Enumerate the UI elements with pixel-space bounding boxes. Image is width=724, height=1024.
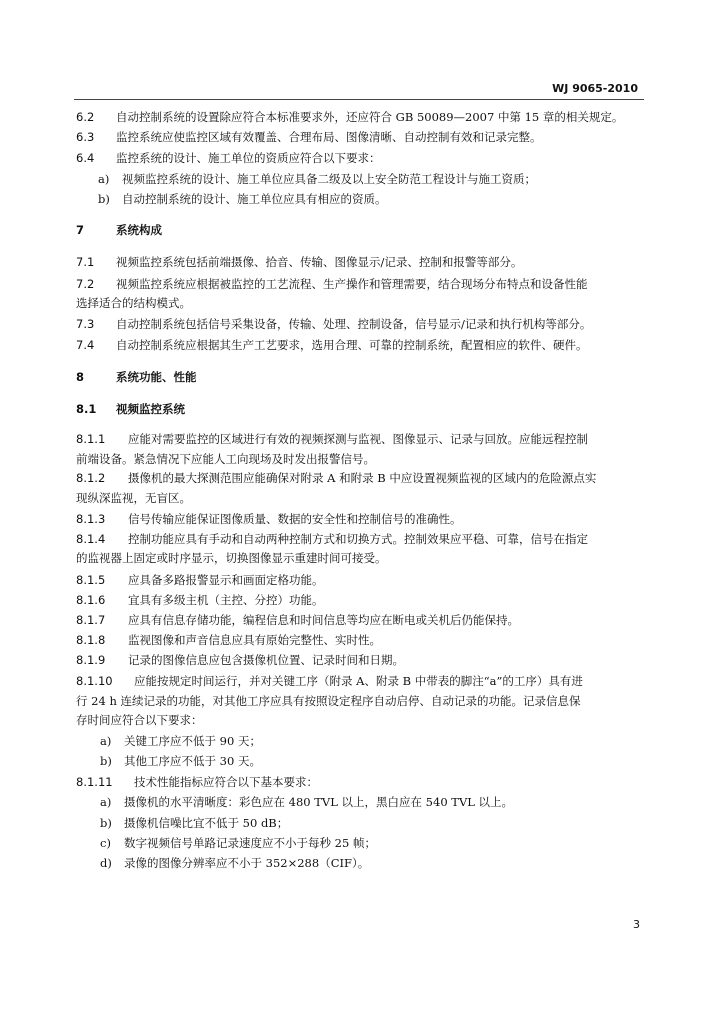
clause-8-1-1-continued: 前端设备。紧急情况下应能人工向现场及时发出报警信号。 — [76, 452, 375, 466]
list-item-text: 数字视频信号单路记录速度应不小于每秒 25 帧； — [124, 836, 376, 850]
list-item-label: d) — [100, 856, 112, 870]
clause-text: 技术性能指标应符合以下基本要求： — [134, 775, 318, 789]
clause-8-1-9 — [76, 654, 404, 668]
clause-8-1-2 — [76, 472, 596, 486]
page-number: 3 — [633, 918, 640, 931]
clause-number: 8.1.9 — [76, 653, 106, 667]
clause-text: 自动控制系统的设置除应符合本标准要求外，还应符合 GB 50089—2007 中第 15 章的相关规定。 — [116, 110, 624, 124]
clause-8-1-10-continued: 存时间应符合以下要求： — [76, 713, 203, 727]
section-title: 系统功能、性能 — [116, 370, 197, 384]
list-item-text: 摄像机信噪比宜不低于 50 dB； — [124, 816, 289, 830]
list-item-label: c) — [100, 836, 111, 850]
clause-6-2 — [76, 111, 623, 125]
clause-number: 8.1.2 — [76, 471, 106, 485]
header-rule — [74, 99, 644, 100]
section-title: 系统构成 — [116, 223, 162, 237]
clause-8-1-4 — [76, 533, 588, 547]
list-item — [98, 173, 536, 187]
clause-number: 8.1.5 — [76, 573, 106, 587]
clause-number: 6.4 — [76, 151, 95, 165]
section-heading-8 — [76, 371, 197, 385]
clause-8-1-4-continued: 的监视器上固定或时序显示，切换图像显示重建时间可接受。 — [76, 551, 387, 565]
clause-text: 监控系统的设计、施工单位的资质应符合以下要求： — [116, 151, 381, 165]
clause-text: 自动控制系统应根据其生产工艺要求，选用合理、可靠的控制系统，配置相应的软件、硬件。 — [116, 338, 588, 352]
clause-7-2 — [76, 278, 588, 292]
clause-text-line: 视频监控系统应根据被监控的工艺流程、生产操作和管理需要，结合现场分布特点和设备性能 — [116, 277, 588, 291]
clause-text: 监控系统应使监控区域有效覆盖、合理布局、图像清晰、自动控制有效和记录完整。 — [116, 130, 542, 144]
clause-8-1-1 — [76, 433, 588, 447]
clause-number: 7.1 — [76, 255, 95, 269]
clause-6-3 — [76, 131, 542, 145]
list-item — [100, 735, 261, 749]
clause-7-3 — [76, 318, 591, 332]
list-item-text: 自动控制系统的设计、施工单位应具有相应的资质。 — [122, 192, 387, 206]
clause-text: 视频监控系统包括前端摄像、拾音、传输、图像显示/记录、控制和报警等部分。 — [116, 255, 523, 269]
clause-text-line: 控制功能应具有手动和自动两种控制方式和切换方式。控制效果应平稳、可靠，信号在指定 — [128, 532, 588, 546]
clause-8-1-6 — [76, 594, 324, 608]
clause-number: 6.3 — [76, 130, 95, 144]
clause-text: 宜具有多级主机（主控、分控）功能。 — [128, 593, 324, 607]
clause-text-line: 应能对需要监控的区域进行有效的视频探测与监视、图像显示、记录与回放。应能远程控制 — [128, 432, 588, 446]
list-item — [100, 755, 261, 769]
clause-6-4 — [76, 152, 381, 166]
clause-text: 自动控制系统包括信号采集设备，传输、处理、控制设备，信号显示/记录和执行机构等部分。 — [116, 317, 592, 331]
clause-8-1-7 — [76, 614, 519, 628]
clause-number: 7.2 — [76, 277, 95, 291]
list-item-text: 视频监控系统的设计、施工单位应具备二级及以上安全防范工程设计与施工资质； — [122, 172, 536, 186]
clause-8-1-2-continued: 现纵深监视，无盲区。 — [76, 491, 191, 505]
list-item-label: a) — [98, 172, 110, 186]
clause-text: 应具备多路报警显示和画面定格功能。 — [128, 573, 324, 587]
clause-number: 8.1.3 — [76, 512, 106, 526]
section-heading-7 — [76, 224, 162, 238]
list-item-text: 关键工序应不低于 90 天； — [124, 734, 261, 748]
clause-text: 应具有信息存储功能，编程信息和时间信息等均应在断电或关机后仍能保持。 — [128, 613, 519, 627]
subsection-title: 视频监控系统 — [116, 402, 185, 416]
clause-8-1-10-continued: 行 24 h 连续记录的功能，对其他工序应具有按照设定程序自动启停、自动记录的功能。记录信息保 — [76, 694, 581, 708]
list-item-label: a) — [100, 795, 112, 809]
list-item-text: 其他工序应不低于 30 天。 — [124, 754, 261, 768]
list-item — [100, 817, 288, 831]
clause-8-1-8 — [76, 634, 381, 648]
clause-number: 8.1.4 — [76, 532, 106, 546]
clause-text: 监视图像和声音信息应具有原始完整性、实时性。 — [128, 633, 381, 647]
list-item-text: 录像的图像分辨率应不小于 352×288（CIF）。 — [124, 856, 370, 870]
clause-number: 7.4 — [76, 338, 95, 352]
section-number: 8 — [76, 370, 85, 384]
list-item — [98, 193, 387, 207]
clause-text-line: 摄像机的最大探测范围应能确保对附录 A 和附录 B 中应设置视频监视的区域内的危险源点实 — [128, 471, 597, 485]
clause-number: 8.1.10 — [76, 674, 113, 688]
clause-text: 信号传输应能保证图像质量、数据的安全性和控制信号的准确性。 — [128, 512, 462, 526]
list-item-label: b) — [98, 192, 110, 206]
clause-8-1-3 — [76, 513, 462, 527]
clause-text: 记录的图像信息应包含摄像机位置、记录时间和日期。 — [128, 653, 404, 667]
clause-number: 8.1.8 — [76, 633, 106, 647]
standard-number: WJ 9065-2010 — [552, 82, 638, 95]
list-item-text: 摄像机的水平清晰度：彩色应在 480 TVL 以上，黑白应在 540 TVL 以上。 — [124, 795, 514, 809]
clause-number: 8.1.6 — [76, 593, 106, 607]
clause-text-line: 应能按规定时间运行，并对关键工序（附录 A、附录 B 中带表的脚注“a”的工序）具有进 — [134, 674, 583, 688]
section-number: 7 — [76, 223, 85, 237]
clause-number: 7.3 — [76, 317, 95, 331]
clause-7-4 — [76, 339, 588, 353]
list-item — [100, 837, 376, 851]
clause-8-1-5 — [76, 574, 324, 588]
clause-number: 8.1.1 — [76, 432, 106, 446]
clause-8-1-10 — [76, 675, 583, 689]
list-item-label: b) — [100, 816, 112, 830]
clause-number: 6.2 — [76, 110, 95, 124]
subsection-number: 8.1 — [76, 402, 97, 416]
list-item-label: b) — [100, 754, 112, 768]
subsection-heading-8-1 — [76, 403, 185, 417]
clause-8-1-11 — [76, 776, 318, 790]
clause-number: 8.1.7 — [76, 613, 106, 627]
clause-number: 8.1.11 — [76, 775, 113, 789]
list-item-label: a) — [100, 734, 112, 748]
list-item — [100, 857, 369, 871]
list-item — [100, 796, 513, 810]
clause-7-1 — [76, 256, 522, 270]
clause-7-2-continued: 选择适合的结构模式。 — [76, 296, 191, 310]
